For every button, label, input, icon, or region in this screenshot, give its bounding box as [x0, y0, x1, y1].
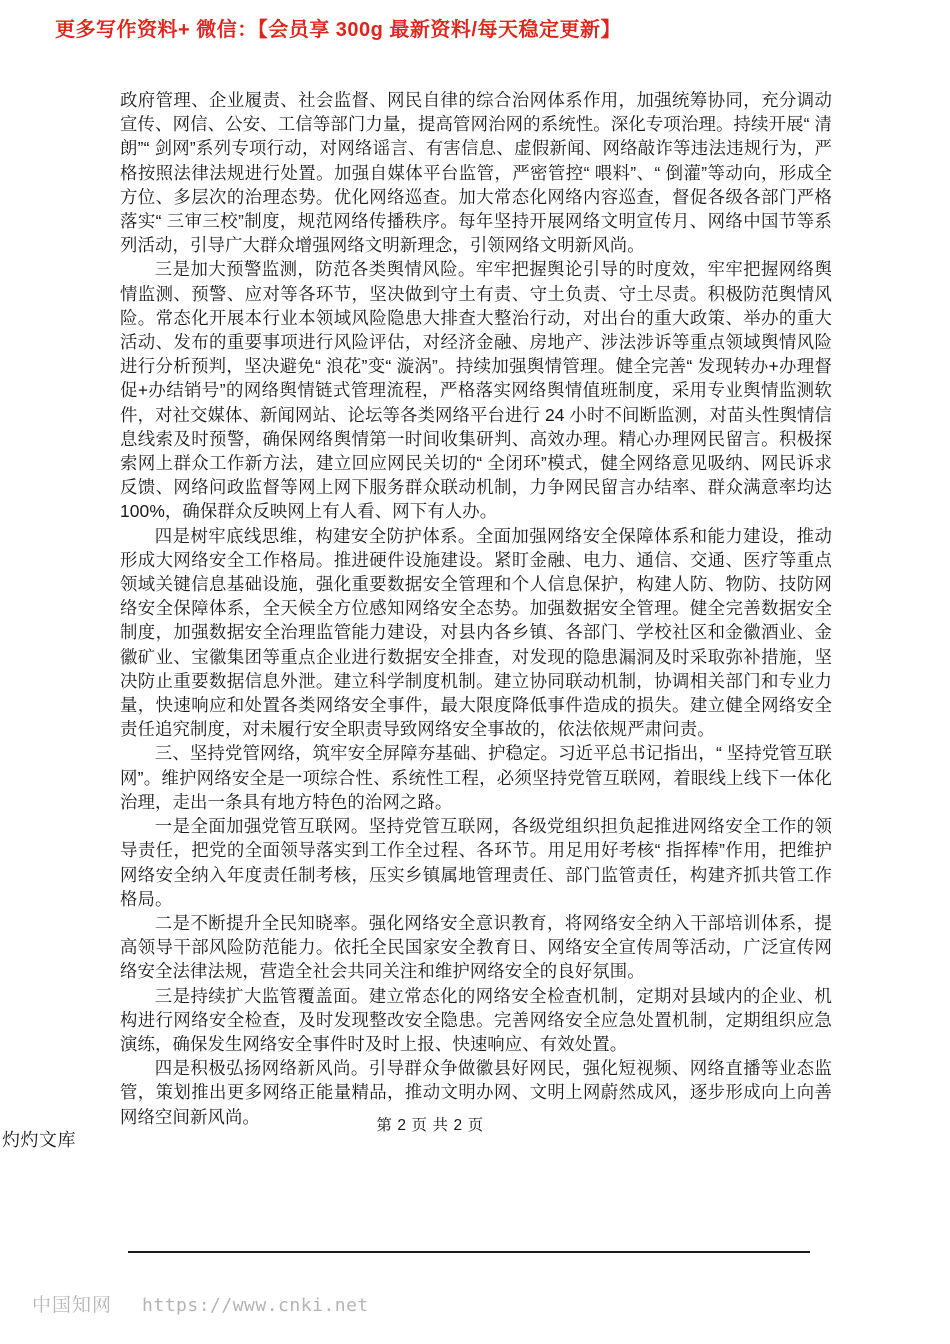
- paragraph: 四是积极弘扬网络新风尚。引导群众争做徽县好网民，强化短视频、网络直播等业态监管，策划推出更多网络正能量精品，推动文明办网、文明上网蔚然成风，逐步形成向上向善网络空间新风尚。: [120, 1058, 832, 1127]
- paragraph: 三是加大预警监测，防范各类舆情风险。牢牢把握舆论引导的时度效，牢牢把握网络舆情监测、预警、应对等各环节，坚决做到守土有责、守土负责、守土尽责。积极防范舆情风险。常态化开展本行业本领域风险隐患大排查大整治行动，对出台的重大政策、举办的重大活动、发布的重要事项进行风险评估，对经济金融、房地产、涉法涉诉等重点领域舆情风险进行分析预判，坚决避免“ 浪花”变“ 漩涡”。持续加强舆情管理。健全完善“ 发现转办+办理督促+办结销号”的网络舆情链式管理流程，严格落实网络舆情值班制度，采用专业舆情监测软件，对社交媒体、新闻网站、论坛等各类网络平台进行 24 小时不间断监测，对苗头性舆情信息线索及时预警，确保网络舆情第一时间收集研判、高效办理。精心办理网民留言。积极探索网上群众工作新方法，建立回应网民关切的“ 全闭环”模式，健全网络意见吸纳、网民诉求反馈、网络问政监督等网上网下服务群众联动机制，力争网民留言办结率、群众满意率均达 100%，确保群众反映网上有人看、网下有人办。: [120, 259, 832, 522]
- cnki-footer: [32, 1290, 369, 1317]
- page-number: 第 2 页 共 2 页: [376, 1117, 484, 1134]
- library-watermark: 灼灼文库: [2, 1130, 76, 1150]
- cnki-brand-name: 中国知网: [32, 1294, 113, 1316]
- paragraph: 三是持续扩大监管覆盖面。建立常态化的网络安全检查机制，定期对县域内的企业、机构进行网络安全检查，及时发现整改安全隐患。完善网络安全应急处置机制，定期组织应急演练，确保发生网络安全事件时及时上报、快速响应、有效处置。: [120, 985, 832, 1054]
- promo-header-text: 更多写作资料+ 微信：【会员享 300g 最新资料/每天稳定更新】: [55, 19, 621, 41]
- paragraph: 二是不断提升全民知晓率。强化网络安全意识教育，将网络安全纳入干部培训体系，提高领导干部风险防范能力。依托全民国家安全教育日、网络安全宣传周等活动，广泛宣传网络安全法律法规，营造全社会共同关注和维护网络安全的良好氛围。: [120, 912, 832, 982]
- paragraph: 政府管理、企业履责、社会监督、网民自律的综合治网体系作用，加强统筹协同，充分调动宣传、网信、公安、工信等部门力量，提高管网治网的系统性。深化专项治理。持续开展“ 清朗”“ 剑网”系列专项行动，对网络谣言、有害信息、虚假新闻、网络敲诈等违法违规行为，严格按照法律法规进行处置。加强自媒体平台监管，严密管控“ 喂料”、“ 倒灌”等动向，形成全方位、多层次的治理态势。优化网络巡查。加大常态化网络内容巡查，督促各级各部门严格落实“ 三审三校”制度，规范网络传播秩序。每年坚持开展网络文明宣传月、网络中国节等系列活动，引导广大群众增强网络文明新理念，引领网络文明新风尚。: [120, 90, 832, 256]
- paragraph: 三、坚持党管网络，筑牢安全屏障夯基础、护稳定。习近平总书记指出，“ 坚持党管互联网”。维护网络安全是一项综合性、系统性工程，必须坚持党管互联网，着眼线上线下一体化治理，走出一条具有地方特色的治网之路。: [120, 743, 832, 812]
- paragraph: 四是树牢底线思维，构建安全防护体系。全面加强网络安全保障体系和能力建设，推动形成大网络安全工作格局。推进硬件设施建设。紧盯金融、电力、通信、交通、医疗等重点领域关键信息基础设施，强化重要数据安全管理和个人信息保护，构建人防、物防、技防网络安全保障体系，全天候全方位感知网络安全态势。加强数据安全管理。健全完善数据安全制度，加强数据安全治理监管能力建设，对县内各乡镇、各部门、学校社区和金徽酒业、金徽矿业、宝徽集团等重点企业进行数据安全排查，对发现的隐患漏洞及时采取弥补措施，坚决防止重要数据信息外泄。建立科学制度机制。建立协同联动机制，协调相关部门和专业力量，快速响应和处置各类网络安全事件，最大限度降低事件造成的损失。建立健全网络安全责任追究制度，对未履行安全职责导致网络安全事故的，依法依规严肃问责。: [120, 525, 832, 740]
- document-body: [120, 88, 832, 1129]
- footer-divider: [128, 1251, 810, 1253]
- paragraph: 一是全面加强党管互联网。坚持党管互联网，各级党组织担负起推进网络安全工作的领导责任，把党的全面领导落实到工作全过程、各环节。用足用好考核“ 指挥棒”作用，把维护网络安全纳入年度责任制考核，压实乡镇属地管理责任、部门监管责任，构建齐抓共管工作格局。: [120, 816, 832, 909]
- cnki-url: https://www.cnki.net: [142, 1295, 369, 1316]
